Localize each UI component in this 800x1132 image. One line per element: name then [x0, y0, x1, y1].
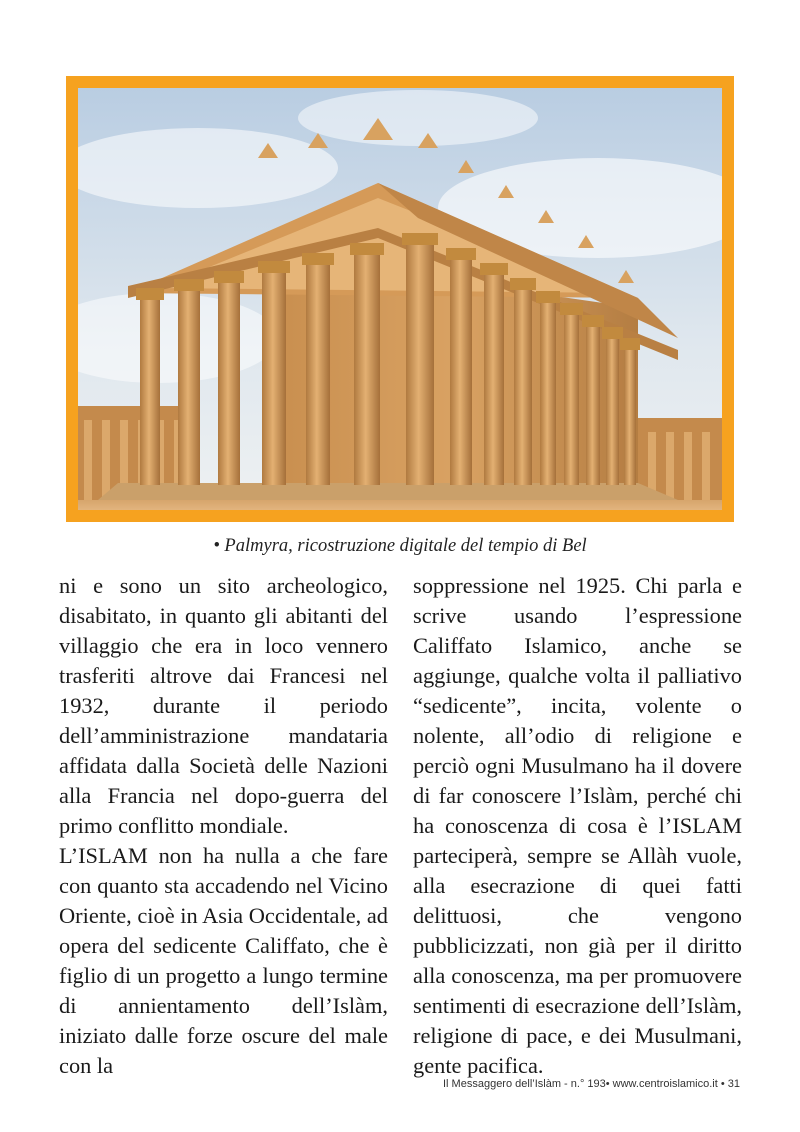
paragraph: ni e sono un sito archeologico, disabitato, in quanto gli abitanti del villaggio che era in loco vennero trasferiti altrove dai Francesi nel 1932, durante il periodo dell’amministrazione mandataria affidata dalla Società delle Nazioni alla Francia nel dopo-guerra del primo conflitto mondiale.	[59, 573, 388, 838]
text-column-left	[59, 571, 388, 1081]
temple-of-bel-reconstruction-image	[78, 88, 722, 510]
page-footer: Il Messaggero dell’Islàm - n.° 193• www.centroislamico.it • 31	[443, 1078, 740, 1090]
photo-frame	[66, 76, 734, 522]
paragraph: L’ISLAM non ha nulla a che fare con quanto sta accadendo nel Vicino Oriente, cioè in Asia Occidentale, ad opera del sedicente Califfato, che è figlio di un progetto a lungo termine di annientamento dell’Islàm, iniziato dalle forze oscure del male con la	[59, 843, 388, 1078]
figure-caption: • Palmyra, ricostruzione digitale del tempio di Bel	[213, 536, 587, 556]
text-column-right	[413, 571, 742, 1081]
paragraph: soppressione nel 1925. Chi parla e scrive usando l’espressione Califfato Islamico, anche se aggiunge, qualche volta il palliativo “sedicente”, incita, volente o nolente, all’odio di religione e perciò ogni Musulmano ha il dovere di far conoscere l’Islàm, perché chi ha conoscenza di cosa è l’ISLAM parteciperà, sempre se Allàh vuole, alla esecrazione di quei fatti delittuosi, che vengono pubblicizzati, non già per il diritto alla conoscenza, ma per promuovere sentimenti di esecrazione dell’Islàm, religione di pace, e dei Musulmani, gente pacifica.	[413, 573, 742, 1078]
